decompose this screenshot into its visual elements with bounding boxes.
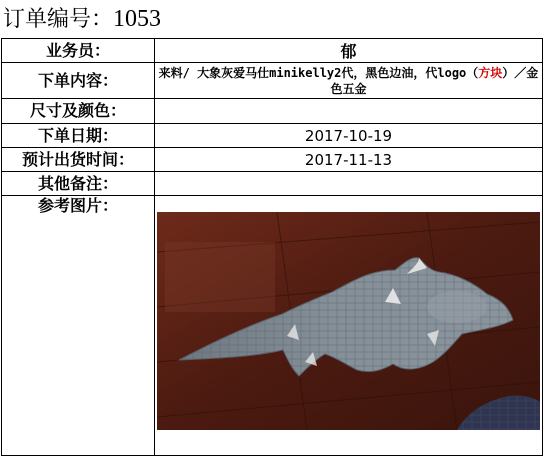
order-table <box>1 38 543 456</box>
ship-date-value: 2017-11-13 <box>155 148 543 172</box>
salesperson-label: 业务员： <box>2 39 155 63</box>
row-size-color <box>2 99 543 124</box>
content-highlight: 方块 <box>478 65 503 80</box>
size-color-value <box>155 99 543 124</box>
reference-photo <box>157 212 540 430</box>
reference-label: 参考图片： <box>2 196 155 456</box>
order-date-value: 2017-10-19 <box>155 124 543 148</box>
order-title-prefix: 订单编号： <box>3 7 114 32</box>
remarks-label: 其他备注： <box>2 172 155 196</box>
reference-cell <box>155 196 543 456</box>
order-title <box>3 4 161 34</box>
row-order-date <box>2 124 543 148</box>
content-text-part1: 来料/ 大象灰爱马仕minikelly2代，黑色边油，代logo（ <box>158 65 479 80</box>
size-color-label: 尺寸及颜色： <box>2 99 155 124</box>
row-remarks <box>2 172 543 196</box>
content-text-part2: ）／金色五金 <box>330 65 539 96</box>
row-salesperson <box>2 39 543 63</box>
row-reference <box>2 196 543 456</box>
ship-date-label: 预计出货时间： <box>2 148 155 172</box>
row-content <box>2 63 543 99</box>
content-value <box>155 63 543 99</box>
order-number: 1053 <box>113 6 162 32</box>
salesperson-value: 郁 <box>155 39 543 63</box>
row-ship-date <box>2 148 543 172</box>
content-label: 下单内容： <box>2 63 155 99</box>
crocodile-leather-photo <box>157 212 540 430</box>
remarks-value <box>155 172 543 196</box>
order-date-label: 下单日期： <box>2 124 155 148</box>
